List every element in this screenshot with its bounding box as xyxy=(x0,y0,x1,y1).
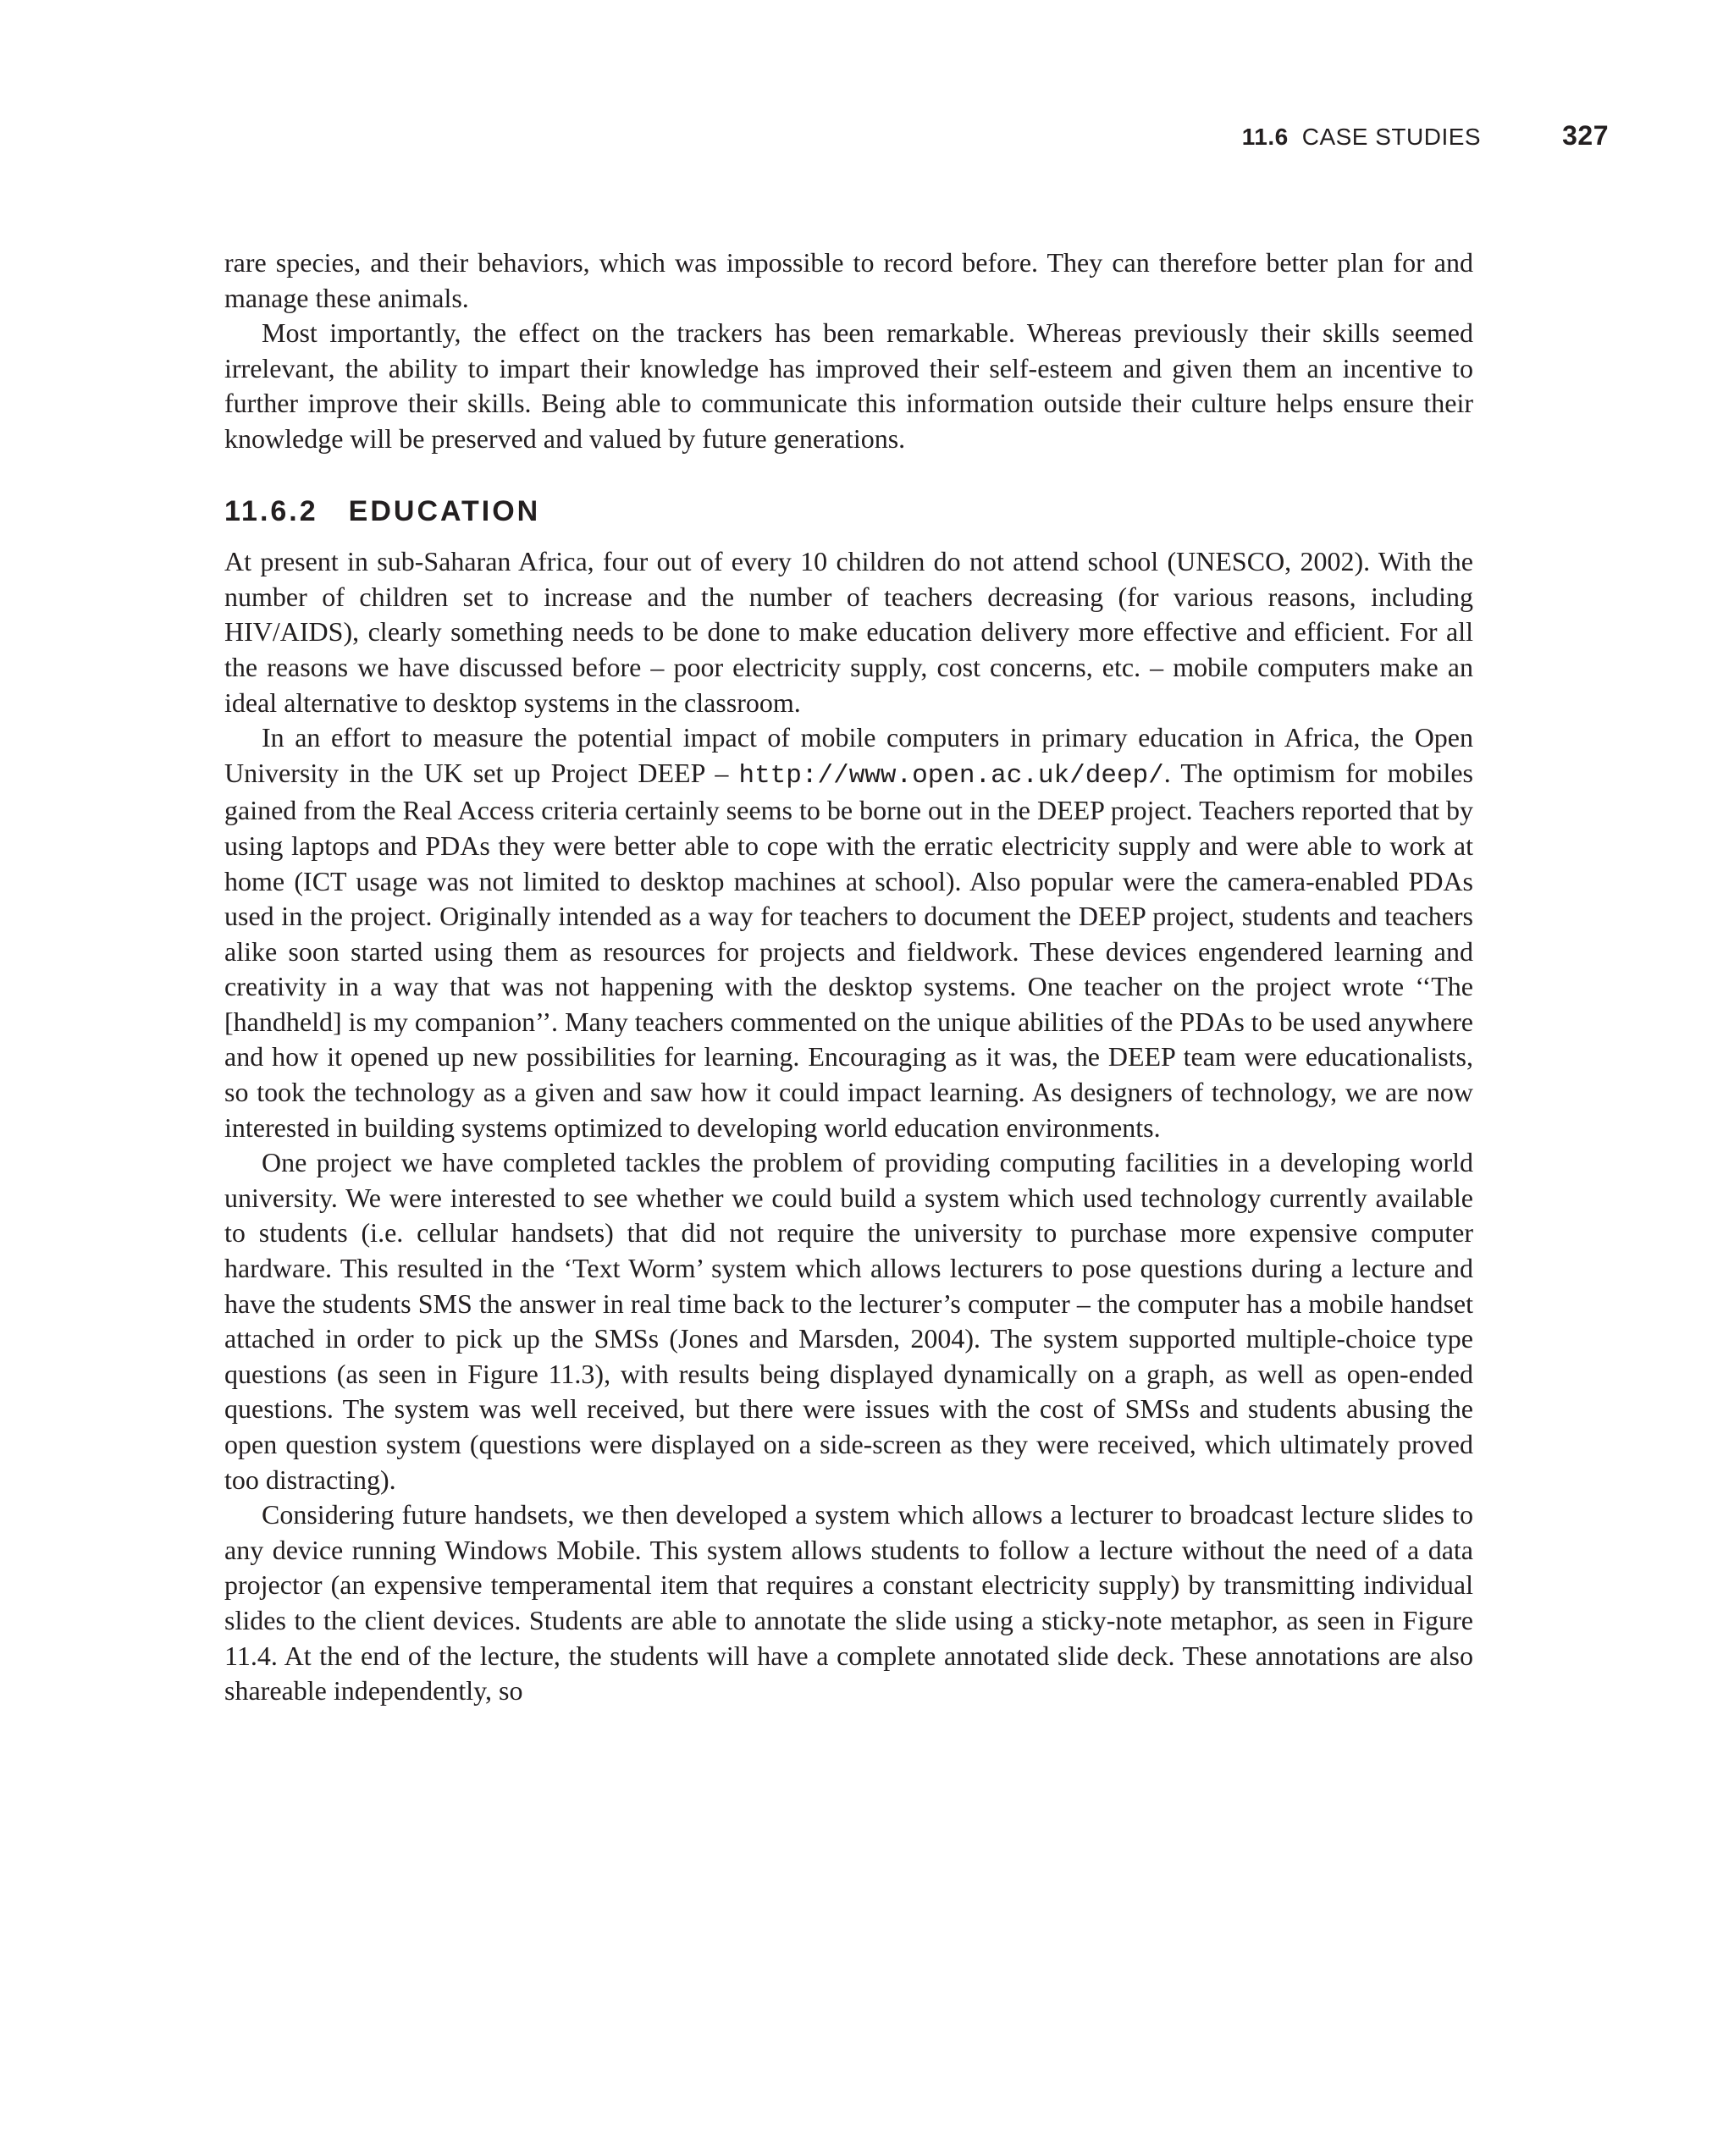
running-head-section-title: CASE STUDIES xyxy=(1301,124,1482,150)
paragraph-text-worm: One project we have completed tackles the problem of providing computing facilities in a developing world university. We were interested to see whether we could build a system which used technology currently available to students (i.e. cellular handsets) that did not require the university to purchase more expensive computer hardware. This resulted in the ‘Text Worm’ system which allows lecturers to pose questions during a lecture and have the students SMS the answer in real time back to the lecturer’s computer – the computer has a mobile handset attached in order to pick up the SMSs (Jones and Marsden, 2004). The system supported multiple-choice type questions (as seen in Figure 11.3), with results being displayed dynamically on a graph, as well as open-ended questions. The system was well received, but there were issues with the cost of SMSs and students abusing the open question system (questions were displayed on a side-screen as they were received, which ultimately proved too distracting). xyxy=(224,1147,1473,1495)
paragraph-continuation: rare species, and their behaviors, which was impossible to record before. They can therefore better plan for and manage these animals. xyxy=(224,247,1473,313)
deep-project-url: http://www.open.ac.uk/deep/ xyxy=(738,760,1164,791)
paragraph-deep-project xyxy=(224,720,1473,1145)
paragraph-slide-broadcast: Considering future handsets, we then developed a system which allows a lecturer to broadcast lecture slides to any device running Windows Mobile. This system allows students to follow a lecture without the need of a data projector (an expensive temperamental item that requires a constant electricity supply) by transmitting individual slides to the client devices. Students are able to annotate the slide using a sticky-note metaphor, as seen in Figure 11.4. At the end of the lecture, the students will have a complete annotated slide deck. These annotations are also shareable independently, so xyxy=(224,1499,1473,1707)
section-heading xyxy=(224,494,1473,530)
section-heading-title: EDUCATION xyxy=(348,494,541,527)
body-text xyxy=(224,245,1473,1709)
section-heading-number: 11.6.2 xyxy=(224,494,318,527)
running-head-section-number: 11.6 xyxy=(1241,124,1289,150)
paragraph-trackers-effect: Most importantly, the effect on the trackers has been remarkable. Whereas previously their skills seemed irrelevant, the ability to impart their knowledge has improved their self-esteem and given them an incentive to further improve their skills. Being able to communicate this information outside their culture helps ensure their knowledge will be preserved and valued by future generations. xyxy=(224,317,1473,454)
running-head xyxy=(1242,120,1609,152)
page-number: 327 xyxy=(1562,120,1609,151)
paragraph-deep-project-text-a: In an effort to measure the potential impact of mobile computers in primary education in Africa, the Open University in the UK set up Project DEEP – xyxy=(224,722,1473,788)
paragraph-deep-project-text-b: . The optimism for mobiles gained from the Real Access criteria certainly seems to be borne out in the DEEP project. Teachers reported that by using laptops and PDAs they were better able to cope with the erratic electricity supply and were able to work at home (ICT usage was not limited to desktop machines at school). Also popular were the camera-enabled PDAs used in the project. Originally intended as a way for teachers to document the DEEP project, students and teachers alike soon started using them as resources for projects and fieldwork. These devices engendered learning and creativity in a way that was not happening with the desktop systems. One teacher on the project wrote ‘‘The [handheld] is my companion’’. Many teachers commented on the unique abilities of the PDAs to be used anywhere and how it opened up new possibilities for learning. Encouraging as it was, the DEEP team were educationalists, so took the technology as a given and saw how it could impact learning. As designers of technology, we are now interested in building systems optimized to developing world education environments. xyxy=(224,757,1474,1143)
paragraph-education-intro: At present in sub-Saharan Africa, four out of every 10 children do not attend school (UNESCO, 2002). With the number of children set to increase and the number of teachers decreasing (for various reasons, including HIV/AIDS), clearly something needs to be done to make education delivery more effective and efficient. For all the reasons we have discussed before – poor electricity supply, cost concerns, etc. – mobile computers make an ideal alternative to desktop systems in the classroom. xyxy=(224,546,1473,718)
